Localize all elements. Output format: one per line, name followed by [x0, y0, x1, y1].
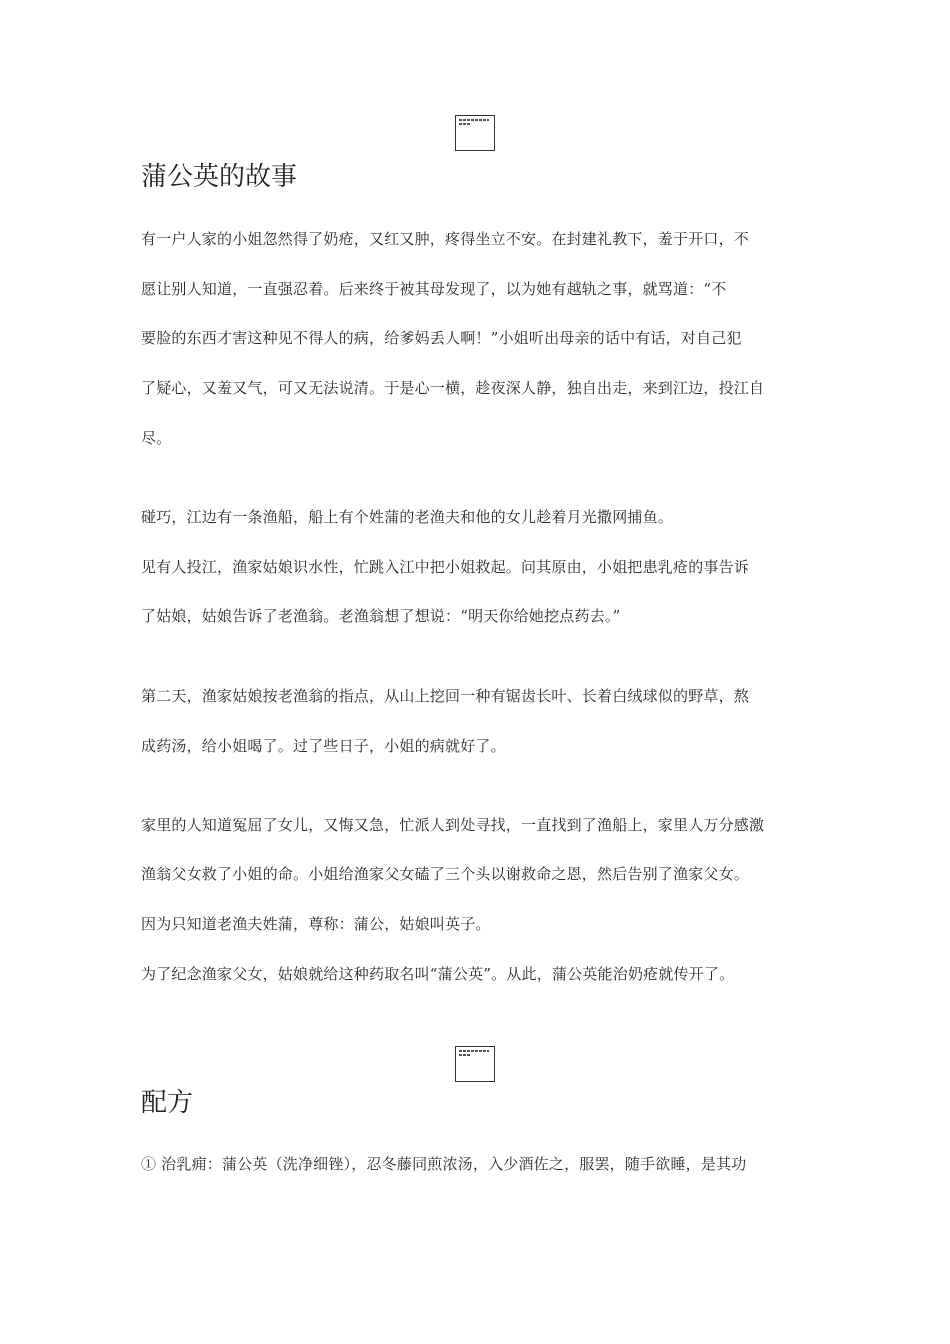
- paragraph-line: 碰巧，江边有一条渔船，船上有个姓蒲的老渔夫和他的女儿趁着月光撒网捕鱼。: [141, 508, 674, 526]
- paragraph-line: 第二天，渔家姑娘按老渔翁的指点，从山上挖回一种有锯齿长叶、长着白绒球似的野草，熬: [141, 687, 750, 705]
- paragraph-line: 为了纪念渔家父女，姑娘就给这种药取名叫“蒲公英”。从此，蒲公英能治奶疮就传开了。: [141, 965, 735, 983]
- paragraph-line: 因为只知道老渔夫姓蒲，尊称：蒲公，姑娘叫英子。: [141, 915, 491, 933]
- section-title-recipe: 配方: [141, 1088, 194, 1118]
- broken-image-icon: [455, 115, 495, 151]
- recipe-line: ① 治乳痈：蒲公英（洗净细锉），忍冬藤同煎浓汤，入少酒佐之，服罢，随手欲睡，是其功: [141, 1155, 747, 1173]
- section-title-story: 蒲公英的故事: [141, 162, 298, 192]
- paragraph-line: 家里的人知道冤屈了女儿，又悔又急，忙派人到处寻找，一直找到了渔船上，家里人万分感激: [141, 816, 765, 834]
- paragraph-line: 有一户人家的小姐忽然得了奶疮，又红又肿，疼得坐立不安。在封建礼教下，羞于开口，不: [141, 230, 750, 248]
- paragraph-line: 了姑娘，姑娘告诉了老渔翁。老渔翁想了想说：“明天你给她挖点药去。”: [141, 607, 621, 625]
- paragraph-line: 见有人投江，渔家姑娘识水性，忙跳入江中把小姐救起。问其原由，小姐把患乳疮的事告诉: [141, 558, 750, 576]
- paragraph-line: 愿让别人知道，一直强忍着。后来终于被其母发现了，以为她有越轨之事，就骂道：“不: [141, 280, 727, 298]
- paragraph-line: 成药汤，给小姐喝了。过了些日子，小姐的病就好了。: [141, 737, 506, 755]
- paragraph-line: 了疑心，又羞又气，可又无法说清。于是心一横，趁夜深人静，独自出走，来到江边，投江自: [141, 379, 765, 397]
- broken-image-icon: [455, 1046, 495, 1082]
- paragraph-line: 尽。: [141, 429, 172, 447]
- paragraph-line: 要脸的东西才害这种见不得人的病，给爹妈丢人啊！”小姐听出母亲的话中有话，对自己犯: [141, 329, 742, 347]
- paragraph-line: 渔翁父女救了小姐的命。小姐给渔家父女磕了三个头以谢救命之恩，然后告别了渔家父女。: [141, 865, 750, 883]
